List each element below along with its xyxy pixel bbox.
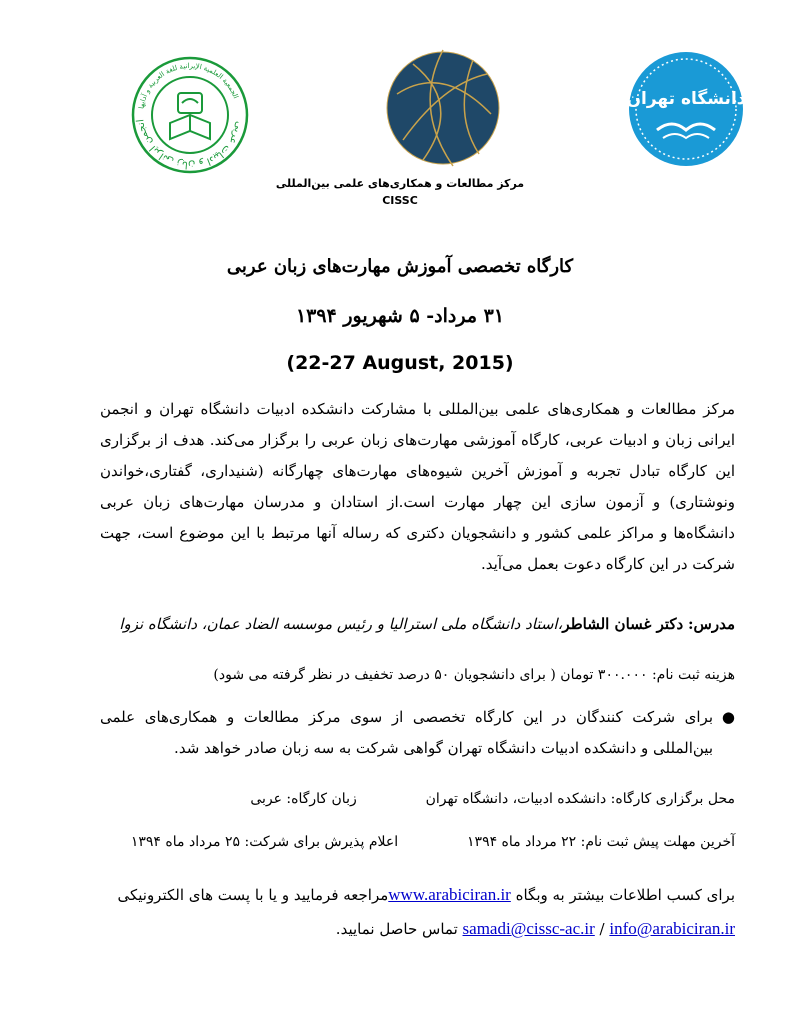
certificate-bullet xyxy=(100,702,735,764)
deadline-line xyxy=(100,834,735,850)
website-link[interactable]: www.arabiciran.ir xyxy=(388,885,511,904)
contact-intro: برای کسب اطلاعات بیشتر به وبگاه xyxy=(510,886,735,904)
workshop-dates-english: (22-27 August, 2015) xyxy=(286,352,514,374)
university-logo-text: دانشگاه تهران xyxy=(627,89,745,109)
registration-deadline: آخرین مهلت پیش ثبت نام: ۲۲ مرداد ماه ۱۳۹۴ xyxy=(467,834,735,850)
workshop-dates-persian: ۳۱ مرداد- ۵ شهریور ۱۳۹۴ xyxy=(295,305,505,327)
email-link-info[interactable]: info@arabiciran.ir xyxy=(609,919,735,938)
email-link-samadi[interactable]: samadi@cissc-ac.ir xyxy=(462,919,595,938)
certificate-text: برای شرکت کنندگان در این کارگاه تخصصی از سوی مرکز مطالعات و همکاری‌های علمی بین‌المللی و دانشکده ادبیات دانشگاه تهران گواهی شرکت به سه زبان صادر خواهد شد. xyxy=(100,708,713,757)
teacher-name: دکتر غسان الشاطر xyxy=(562,615,684,633)
venue: محل برگزاری کارگاه: دانشکده ادبیات، دانشگاه تهران xyxy=(425,791,735,807)
workshop-language: زبان کارگاه: عربی xyxy=(250,791,357,807)
globe-network-icon xyxy=(383,44,503,172)
intro-paragraph: مرکز مطالعات و همکاری‌های علمی بین‌المللی با مشارکت دانشکده ادبیات دانشگاه تهران و انجمن ایرانی زبان و ادبیات عربی، کارگاه آموزشی مهارت‌های زبان عربی را برگزار می‌کند. هدف از برگزاری این کارگاه تبادل تجربه و آموزش آخرین شیوه‌های مهارت‌های چهارگانه (شنیداری، گفتاری،خواندن ونوشتاری) و آزمون سازی این چهار مهارت است.از استادان و مدرسان مهارت‌های زبان عربی دانشگاه‌ها و مراکز علمی کشور و دانشجویان دکتری که رساله آنها مرتبط با این موضوع است، جهت شرکت در این کارگاه دعوت بعمل می‌آید. xyxy=(100,400,735,573)
seal-ring-text-2: الجمعیة العلمیة الإیرانیة للغة العربیة و آدابها xyxy=(137,61,240,110)
contact-end: تماس حاصل نمایید. xyxy=(335,920,463,938)
venue-line xyxy=(100,791,735,807)
acceptance-date: اعلام پذیرش برای شرکت: ۲۵ مرداد ماه ۱۳۹۴ xyxy=(130,834,399,850)
teacher-label: مدرس: xyxy=(688,615,735,633)
registration-fee: هزینه ثبت نام: ۳۰۰.۰۰۰ تومان ( برای دانشجویان ۵۰ درصد تخفیف در نظر گرفته می شود) xyxy=(213,667,735,683)
arabic-association-seal-icon xyxy=(130,55,250,175)
workshop-title: کارگاه تخصصی آموزش مهارت‌های زبان عربی xyxy=(226,256,574,277)
university-of-tehran-logo-icon xyxy=(627,50,745,168)
contact-paragraph xyxy=(100,878,735,946)
seal-ring-text: انجمن ایرانی زبان و ادبیات عربی xyxy=(135,118,245,171)
bullet-icon: ● xyxy=(721,708,735,726)
teacher-description: ،استاد دانشگاه ملی استرالیا و رئیس موسسه الضاد عمان، دانشگاه نزوا xyxy=(119,615,563,633)
teacher-line xyxy=(100,609,735,640)
center-name: مرکز مطالعات و همکاری‌های علمی بین‌المللی xyxy=(275,177,525,190)
center-abbreviation: CISSC xyxy=(382,194,418,207)
email-separator: / xyxy=(594,920,610,938)
contact-middle: مراجعه فرمایید و یا با پست های الکترونیکی xyxy=(117,886,389,904)
